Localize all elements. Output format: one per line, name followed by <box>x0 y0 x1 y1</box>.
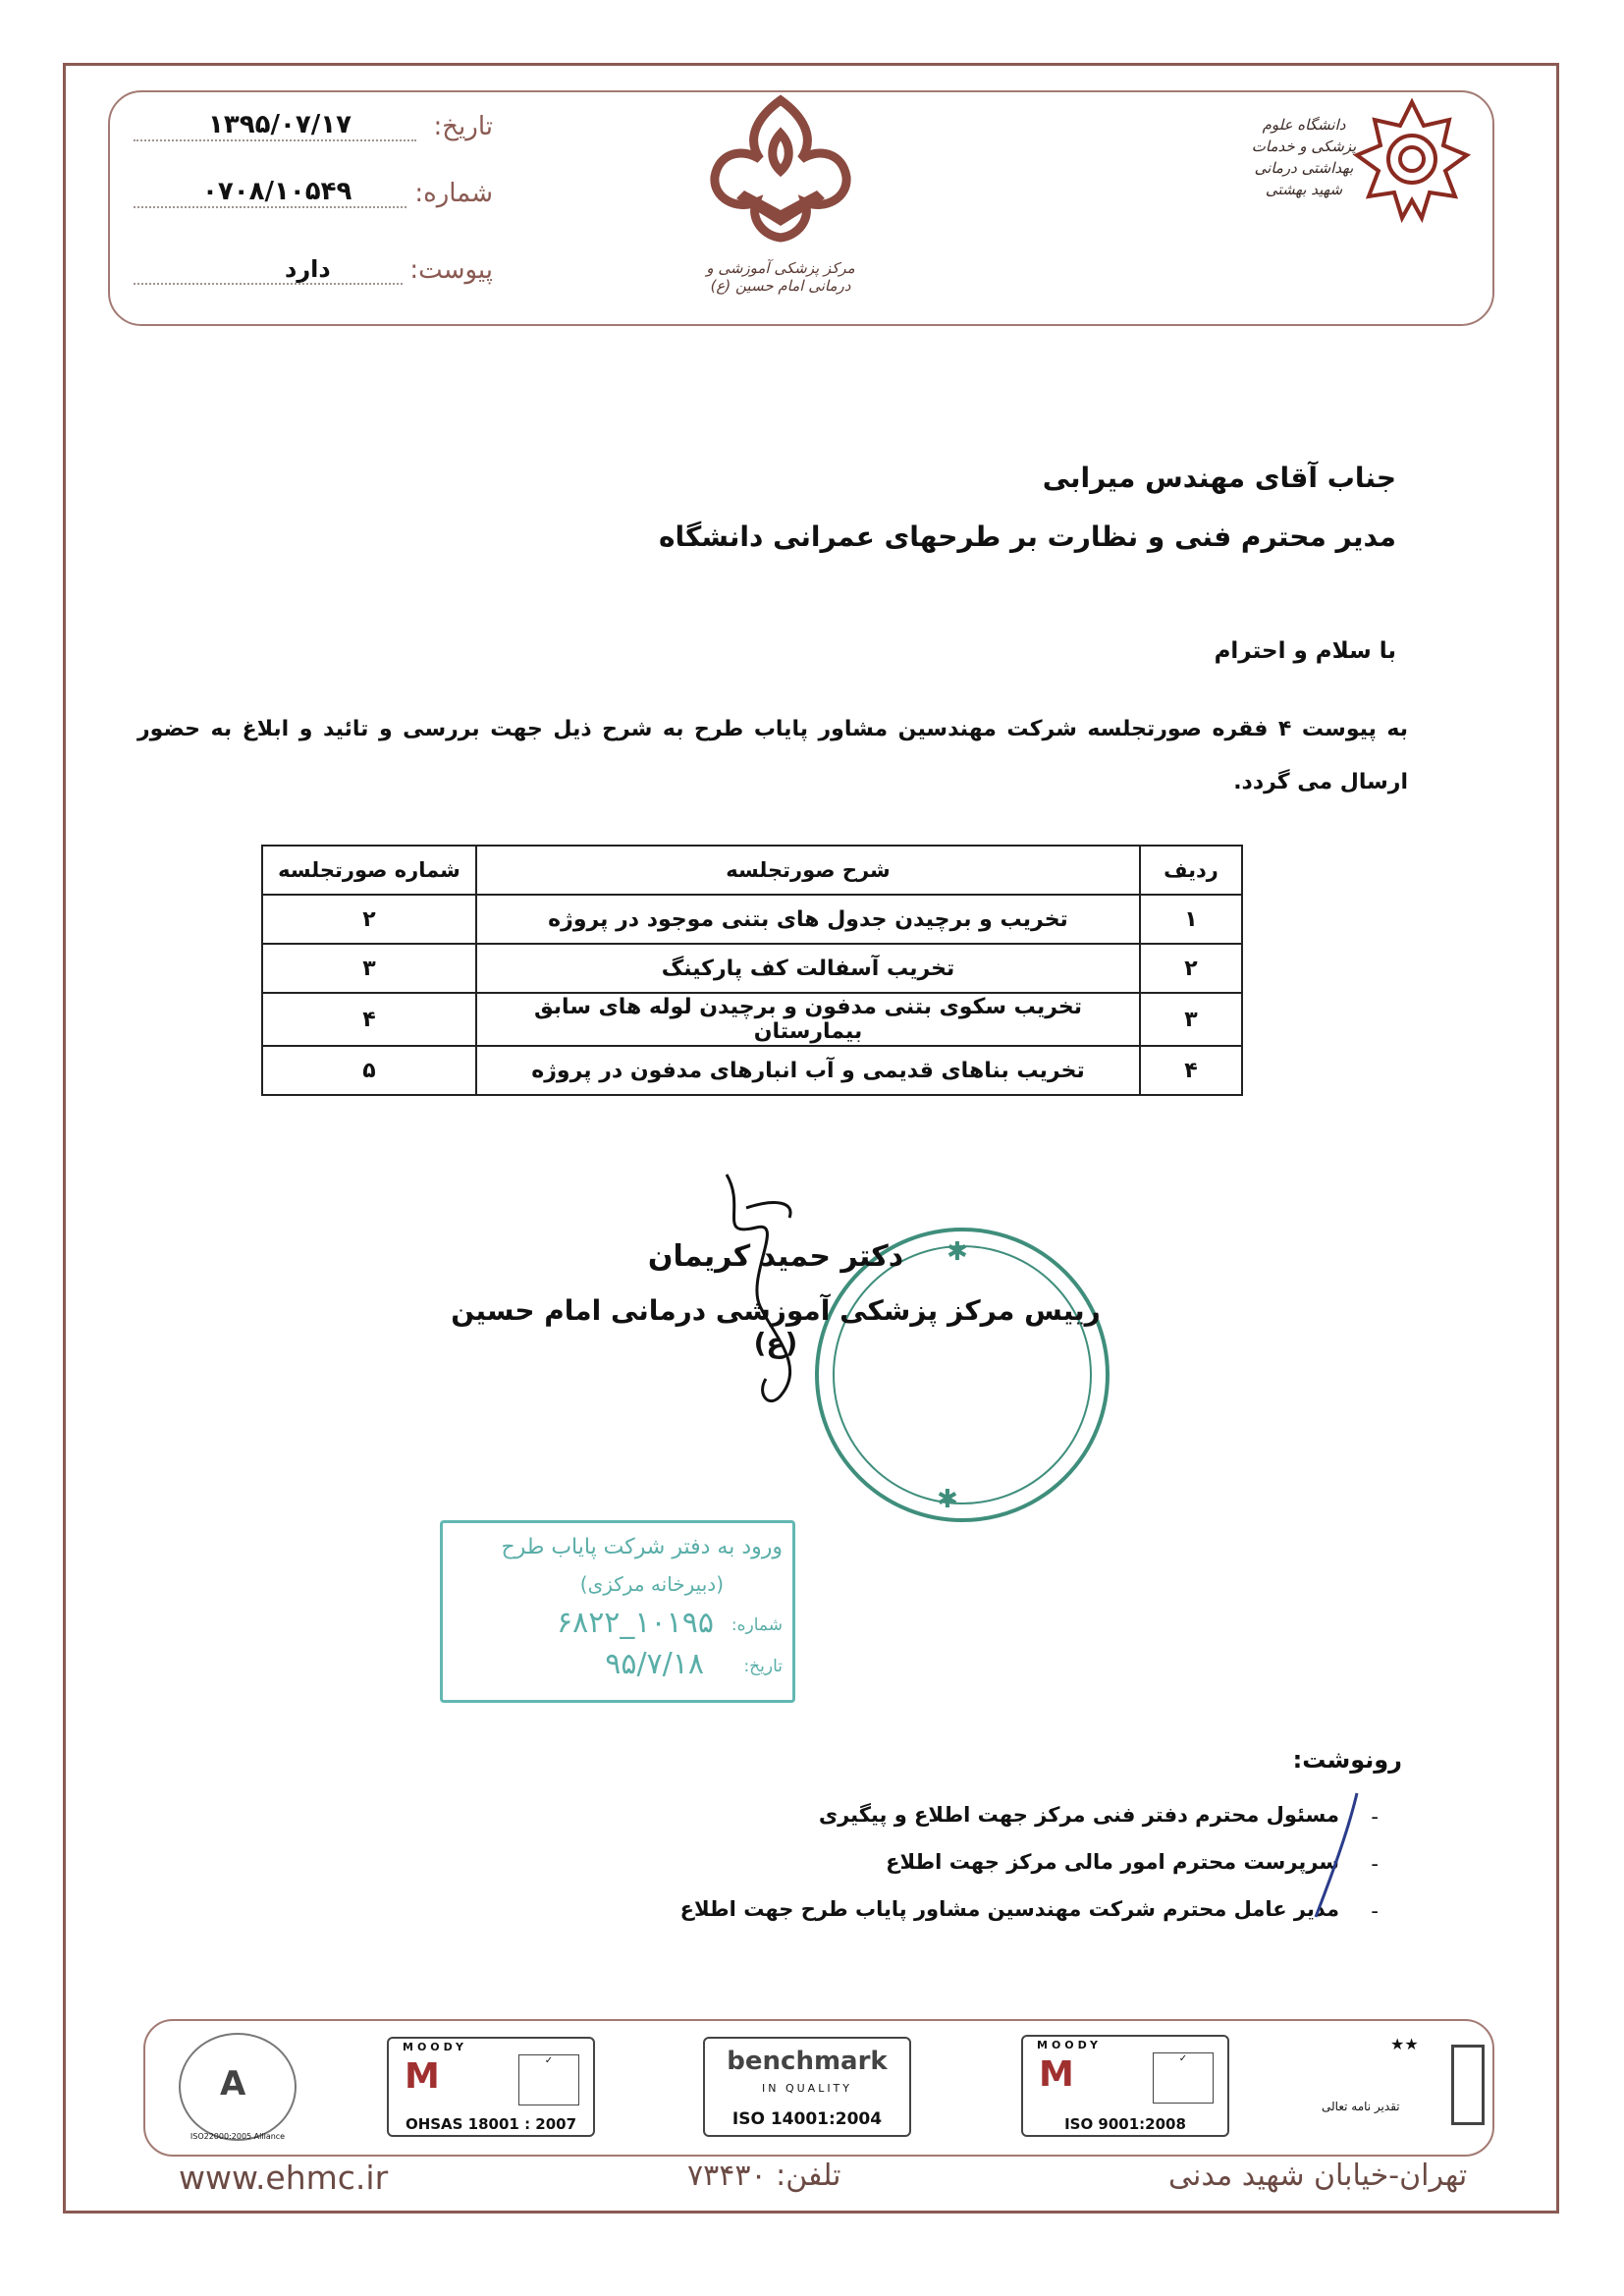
attachment-label: پیوست: <box>409 255 493 285</box>
body-paragraph: به پیوست ۴ فقره صورتجلسه شرکت مهندسین مشاور پایاب طرح به شرح ذیل جهت بررسی و تائید و ابلاغ به حضور ارسال می گردد. <box>137 717 1408 794</box>
table-row <box>262 944 1242 993</box>
row-description: تخریب سکوی بتنی مدفون و برچیدن لوله های سابق بیمارستان <box>476 993 1140 1046</box>
excellence-award <box>1322 2035 1489 2137</box>
stamp-line1: ورود به دفتر شرکت پایاب طرح <box>501 1535 783 1559</box>
ohsas-badge <box>387 2037 595 2137</box>
center-logo-text: مرکز پزشکی آموزشی و درمانی امام حسین (ع) <box>706 259 855 295</box>
moody-logo-icon: M <box>1039 2054 1074 2095</box>
cc-item: مدیر عامل محترم شرکت مهندسین مشاور پایاب طرح جهت اطلاع <box>679 1897 1339 1921</box>
date-field <box>134 110 493 149</box>
cc-title: رونوشت: <box>1292 1746 1402 1774</box>
center-logo <box>687 88 874 314</box>
row-number: ۴ <box>1140 1046 1242 1095</box>
benchmark-name: benchmark <box>727 2047 888 2076</box>
award-stars-icon: ★★ <box>1390 2035 1419 2053</box>
ohsas-caption: OHSAS 18001 : 2007 <box>405 2115 577 2133</box>
benchmark-caption: ISO 14001:2004 <box>731 2109 883 2129</box>
ohsas-top: MOODY <box>403 2041 467 2053</box>
iso9001-badge <box>1021 2035 1229 2137</box>
number-dots <box>134 206 406 208</box>
stamp-number-value: ۱۰۱۹۵_۶۸۲۲ <box>556 1606 714 1640</box>
table-header-row <box>262 846 1242 895</box>
seal-star-icon: ✱ <box>937 1485 958 1514</box>
received-stamp <box>440 1520 795 1703</box>
stamp-number-label: شماره: <box>731 1615 783 1635</box>
col-minutes-no-header: شماره صورتجلسه <box>262 846 476 895</box>
addressee-title: مدیر محترم فنی و نظارت بر طرحهای عمرانی دانشگاه <box>659 520 1396 553</box>
minutes-table <box>261 845 1243 1096</box>
number-field <box>134 177 493 216</box>
row-minutes-no: ۴ <box>262 993 476 1046</box>
iso9001-top: MOODY <box>1037 2039 1102 2051</box>
row-description: تخریب و برچیدن جدول های بتنی موجود در پروژه <box>476 895 1140 944</box>
date-dots <box>134 139 416 141</box>
addressee-name: جناب آقای مهندس میرابی <box>1042 462 1396 494</box>
table-row <box>262 993 1242 1046</box>
row-minutes-no: ۲ <box>262 895 476 944</box>
attachment-dots <box>134 283 403 285</box>
number-value: ۰۷۰۸/۱۰۵۴۹ <box>202 177 352 206</box>
signatory-title: رییس مرکز پزشکی آموزشی درمانی امام حسین (ع) <box>451 1294 1101 1359</box>
stamp-line2: (دبیرخانه مرکزی) <box>579 1572 724 1596</box>
alliance-caption: ISO22000:2005 Alliance <box>189 2132 286 2141</box>
alliance-badge <box>179 2033 297 2141</box>
cc-check-mark <box>1310 1787 1369 1925</box>
ukas-icon: ✓ <box>1153 2052 1214 2104</box>
university-logo-text: دانشگاه علوم پزشکی و خدمات بهداشتی درمانی شهید بهشتی <box>1251 116 1357 198</box>
greeting: با سلام و احترام <box>1214 638 1396 664</box>
row-description: تخریب بناهای قدیمی و آب انبارهای مدفون در پروژه <box>476 1046 1140 1095</box>
alliance-logo-icon: A <box>220 2064 246 2104</box>
iso9001-caption: ISO 9001:2008 <box>1064 2115 1186 2133</box>
moody-logo-icon: M <box>405 2056 440 2097</box>
ukas-icon: ✓ <box>518 2054 579 2105</box>
address: تهران-خیابان شهید مدنی <box>1168 2159 1468 2193</box>
award-building-icon <box>1451 2045 1485 2125</box>
row-minutes-no: ۳ <box>262 944 476 993</box>
benchmark-sub: IN QUALITY <box>761 2082 852 2095</box>
date-label: تاریخ: <box>433 112 493 141</box>
row-number: ۱ <box>1140 895 1242 944</box>
signatory-name: دکتر حمید کریمان <box>647 1239 904 1274</box>
benchmark-badge <box>703 2037 911 2137</box>
table-row <box>262 895 1242 944</box>
col-row-header: ردیف <box>1140 846 1242 895</box>
row-number: ۳ <box>1140 993 1242 1046</box>
center-logo-emblem-icon <box>687 88 874 255</box>
row-number: ۲ <box>1140 944 1242 993</box>
award-caption: تقدیر نامه تعالی <box>1322 2100 1400 2113</box>
cc-item: مسئول محترم دفتر فنی مرکز جهت اطلاع و پیگیری <box>818 1803 1339 1827</box>
website[interactable]: www.ehmc.ir <box>179 2159 389 2197</box>
phone: تلفن: ۷۳۴۳۰ <box>687 2159 841 2193</box>
university-logo <box>1245 94 1471 301</box>
attachment-field <box>134 253 493 293</box>
date-value: ۱۳۹۵/۰۷/۱۷ <box>208 110 352 139</box>
stamp-date-label: تاریخ: <box>743 1657 783 1676</box>
attachment-value: دارد <box>285 255 331 283</box>
row-description: تخریب آسفالت کف پارکینگ <box>476 944 1140 993</box>
university-emblem-icon <box>1353 94 1471 242</box>
seal-star-icon: ✱ <box>947 1237 968 1267</box>
row-minutes-no: ۵ <box>262 1046 476 1095</box>
stamp-date-value: ۹۵/۷/۱۸ <box>605 1647 704 1681</box>
cc-item: سرپرست محترم امور مالی مرکز جهت اطلاع <box>886 1850 1339 1874</box>
number-label: شماره: <box>414 179 493 208</box>
col-description-header: شرح صورتجلسه <box>476 846 1140 895</box>
table-row <box>262 1046 1242 1095</box>
